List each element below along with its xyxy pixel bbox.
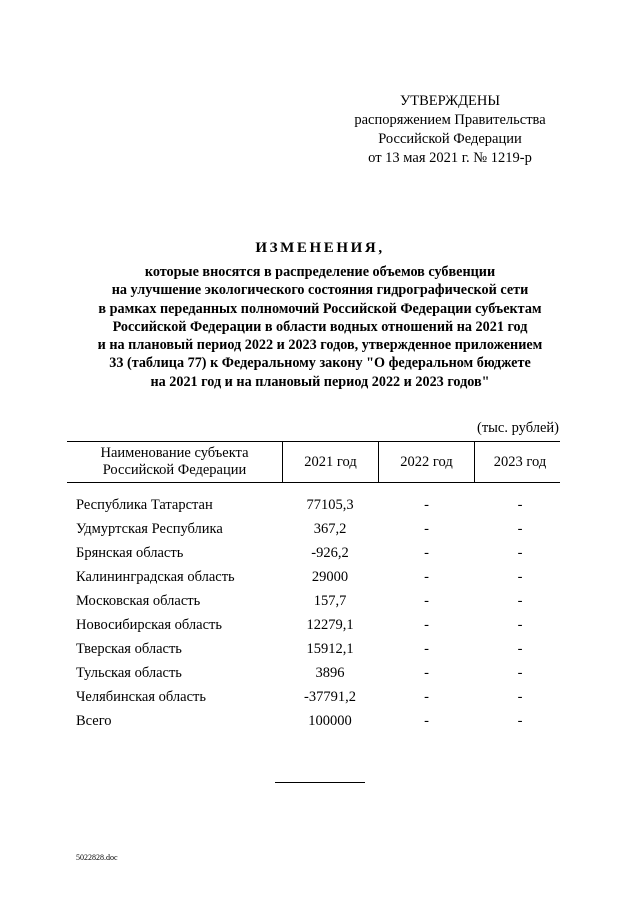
- table-row: [0, 685, 640, 709]
- cell-region: Удмуртская Республика: [76, 521, 223, 537]
- header-2021: 2021 год: [304, 453, 357, 470]
- cell-2022: -: [424, 521, 429, 537]
- header-2023: 2023 год: [493, 453, 547, 470]
- cell-2021: 12279,1: [306, 617, 354, 633]
- cell-2021: -37791,2: [304, 689, 356, 705]
- cell-2023: -: [517, 593, 523, 609]
- table-body: [0, 493, 640, 733]
- cell-2023: -: [517, 713, 523, 729]
- cell-region: Всего: [76, 713, 112, 729]
- cell-2023: -: [517, 641, 523, 657]
- header-name-line-1: Наименование субъекта: [100, 445, 249, 461]
- cell-region: Республика Татарстан: [76, 497, 213, 513]
- subtitle-line: в рамках переданных полномочий Российской Федерации субъектам: [98, 300, 542, 317]
- cell-2022: -: [424, 497, 429, 513]
- table-header-bottom-border: [67, 482, 560, 483]
- cell-2023: -: [517, 689, 523, 705]
- table-row-total: [0, 709, 640, 733]
- cell-region: Брянская область: [76, 545, 184, 561]
- approval-block: [330, 92, 570, 168]
- units-label: (тыс. рублей): [477, 420, 559, 436]
- cell-2021: 3896: [315, 665, 345, 681]
- cell-region: Тверская область: [76, 641, 182, 657]
- table-row: [0, 613, 640, 637]
- table-row: [0, 637, 640, 661]
- approval-line-3: от 13 мая 2021 г. № 1219-р: [368, 150, 532, 166]
- table-row: [0, 589, 640, 613]
- cell-region: Новосибирская область: [76, 617, 222, 633]
- cell-region: Челябинская область: [76, 689, 206, 705]
- approval-line-1: распоряжением Правительства: [354, 112, 546, 128]
- subtitle-line: и на плановый период 2022 и 2023 годов, утвержденное приложением: [97, 337, 543, 354]
- approval-line-2: Российской Федерации: [378, 131, 522, 147]
- cell-2021: 157,7: [313, 593, 347, 609]
- subtitle-line: на улучшение экологического состояния гидрографической сети: [111, 282, 529, 299]
- end-separator: [275, 782, 365, 783]
- table-row: [0, 565, 640, 589]
- cell-2022: -: [424, 593, 429, 609]
- approval-heading: УТВЕРЖДЕНЫ: [399, 93, 501, 109]
- subtitle-line: Российской Федерации в области водных отношений на 2021 год: [112, 318, 528, 335]
- cell-2022: -: [424, 545, 429, 561]
- document-subtitle: [50, 263, 590, 391]
- cell-2023: -: [517, 521, 523, 537]
- cell-2023: -: [517, 545, 523, 561]
- subtitle-line: 33 (таблица 77) к Федеральному закону "О федеральном бюджете: [109, 355, 531, 372]
- cell-2021: 15912,1: [306, 641, 354, 657]
- cell-2022: -: [424, 617, 429, 633]
- table-row: [0, 493, 640, 517]
- header-2022: 2022 год: [400, 453, 453, 470]
- cell-2023: -: [517, 497, 523, 513]
- cell-2023: -: [517, 665, 523, 681]
- cell-2021: 100000: [308, 713, 352, 729]
- document-title: ИЗМЕНЕНИЯ,: [255, 240, 385, 256]
- cell-region: Тульская область: [76, 665, 182, 681]
- cell-2022: -: [424, 641, 429, 657]
- cell-region: Калининградская область: [76, 569, 235, 585]
- cell-2021: -926,2: [311, 545, 349, 561]
- table-row: [0, 661, 640, 685]
- cell-2022: -: [424, 569, 429, 585]
- cell-2022: -: [424, 713, 429, 729]
- cell-2023: -: [517, 617, 523, 633]
- footer-filename: 5022828.doc: [76, 853, 118, 862]
- subtitle-line: которые вносятся в распределение объемов субвенции: [144, 264, 496, 280]
- cell-2021: 77105,3: [306, 497, 354, 513]
- header-name-line-2: Российской Федерации: [102, 462, 247, 478]
- table-row: [0, 541, 640, 565]
- cell-2021: 367,2: [313, 521, 347, 537]
- subtitle-line: на 2021 год и на плановый период 2022 и 2023 годов": [150, 373, 490, 390]
- cell-2023: -: [517, 569, 523, 585]
- cell-2022: -: [424, 689, 429, 705]
- table-row: [0, 517, 640, 541]
- cell-2021: 29000: [311, 569, 349, 585]
- cell-2022: -: [424, 665, 429, 681]
- header-name: [67, 442, 282, 482]
- cell-region: Московская область: [76, 593, 201, 609]
